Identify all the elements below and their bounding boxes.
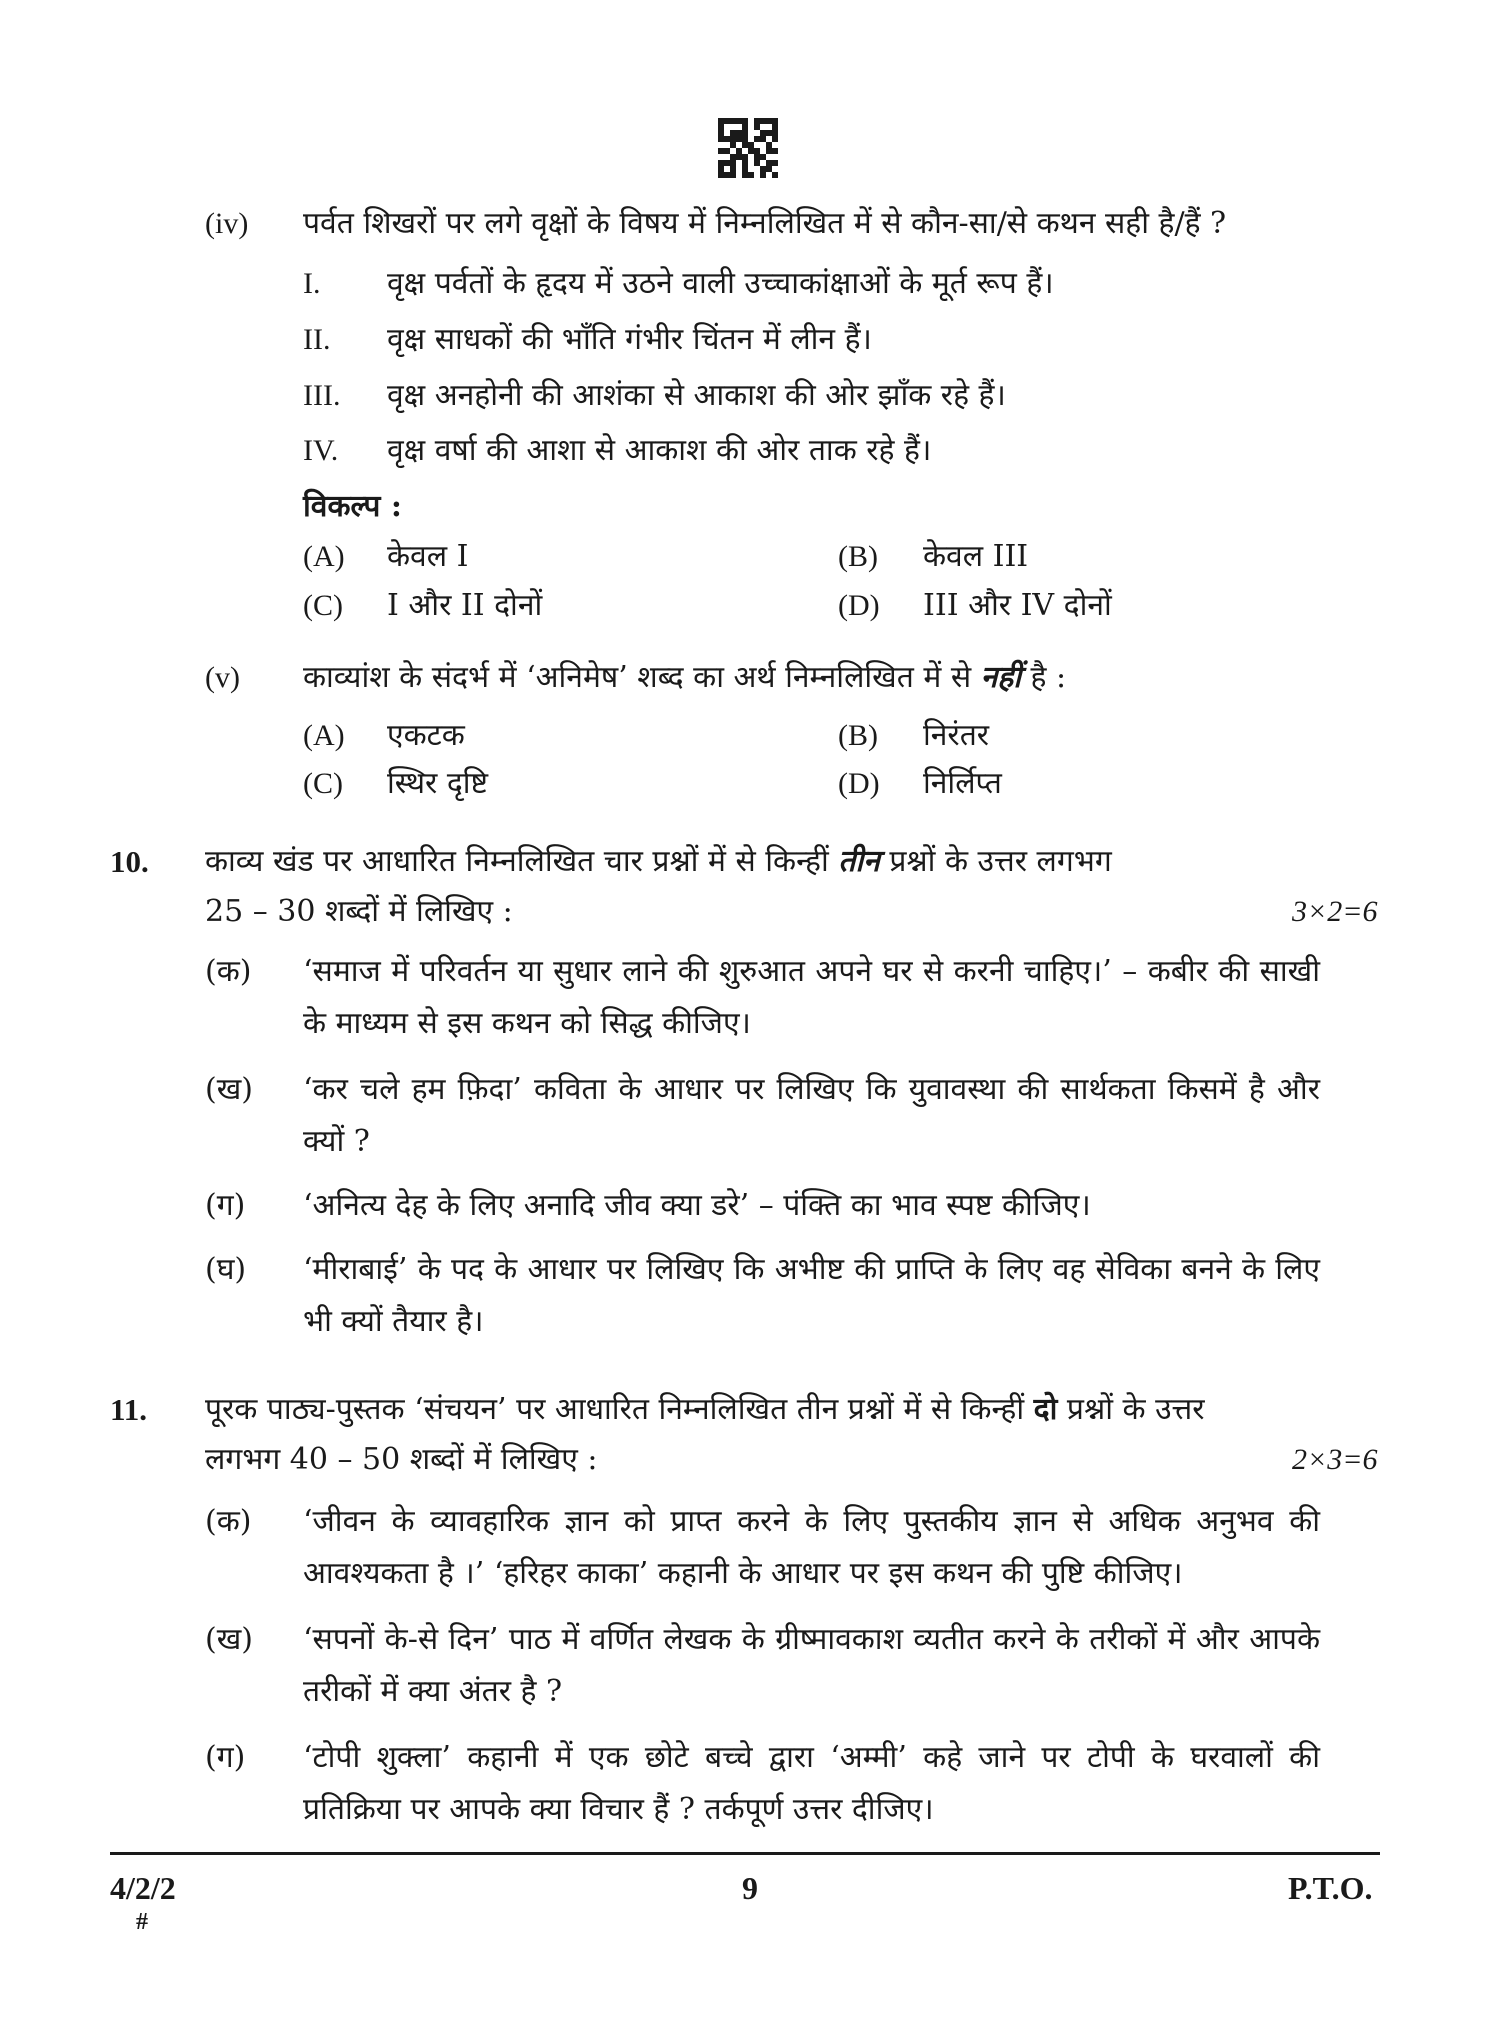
statement-num: IV.: [303, 434, 339, 467]
paper-code: 4/2/2: [110, 1870, 176, 1906]
statement-text: वृक्ष अनहोनी की आशंका से आकाश की ओर झाँक रहे हैं।: [387, 378, 1006, 413]
option-text: I और II दोनों: [387, 588, 543, 623]
statement-num: I.: [303, 267, 321, 300]
option-text: निरंतर: [923, 718, 990, 753]
part-label: (ख): [205, 1622, 253, 1657]
part-text: ‘कर चले हम फ़िदा’ कविता के आधार पर लिखिए कि युवावस्था की सार्थकता किसमें है और क्यों ?: [303, 1072, 1320, 1159]
part-label: (ग): [205, 1740, 246, 1775]
footer-rule: [110, 1852, 1380, 1855]
question-number-11: 11.: [110, 1392, 148, 1427]
option-label: (C): [303, 767, 343, 800]
intro-text: प्रश्नों के उत्तर: [1057, 1392, 1205, 1427]
question-text: काव्यांश के संदर्भ में ‘अनिमेष’ शब्द का अर्थ निम्नलिखित में से: [303, 660, 981, 695]
options-heading: विकल्प :: [303, 489, 402, 524]
question-intro-11-line2: लगभग 40 – 50 शब्दों में लिखिए :: [205, 1442, 598, 1477]
statement-text: वृक्ष वर्षा की आशा से आकाश की ओर ताक रहे हैं।: [387, 433, 932, 468]
pto-label: P.T.O.: [1288, 1870, 1373, 1906]
qr-code: [718, 118, 778, 178]
option-text: एकटक: [387, 718, 465, 753]
part-label: (क): [205, 1504, 252, 1539]
subquestion-label-v: (v): [205, 661, 240, 694]
question-intro-10-line2: 25 – 30 शब्दों में लिखिए :: [205, 894, 513, 929]
question-text: है :: [1021, 660, 1067, 695]
emphasis-word: दो: [1033, 1392, 1058, 1427]
option-label: (C): [303, 589, 343, 622]
statement-num: III.: [303, 379, 341, 412]
part-text: ‘मीराबाई’ के पद के आधार पर लिखिए कि अभीष्ट की प्राप्ति के लिए वह सेविका बनने के लिए भी क्यों तैयार है।: [303, 1252, 1320, 1339]
statement-text: वृक्ष पर्वतों के हृदय में उठने वाली उच्चाकांक्षाओं के मूर्त रूप हैं।: [387, 266, 1054, 301]
subquestion-label-iv: (iv): [205, 207, 249, 240]
intro-text: काव्य खंड पर आधारित निम्नलिखित चार प्रश्नों में से किन्हीं: [205, 844, 839, 879]
statement-text: वृक्ष साधकों की भाँति गंभीर चिंतन में लीन हैं।: [387, 322, 872, 357]
option-text: III और IV दोनों: [923, 588, 1112, 623]
part-text: ‘टोपी शुक्ला’ कहानी में एक छोटे बच्चे द्वारा ‘अम्मी’ कहे जाने पर टोपी के घरवालों की प्रतिक्रिया पर आपके क्या विचार हैं ? तर्कपूर्ण उत्तर दीजिए।: [303, 1740, 1320, 1827]
part-text: ‘अनित्य देह के लिए अनादि जीव क्या डरे’ – पंक्ति का भाव स्पष्ट कीजिए।: [303, 1188, 1091, 1223]
marks-11: 2×3=6: [1292, 1443, 1378, 1476]
emphasis-word: नहीं: [980, 660, 1022, 695]
option-label: (A): [303, 719, 345, 752]
qr-cell: [772, 172, 778, 178]
question-number-10: 10.: [110, 844, 149, 879]
option-label: (B): [838, 719, 878, 752]
intro-text: पूरक पाठ्य-पुस्तक ‘संचयन’ पर आधारित निम्नलिखित तीन प्रश्नों में से किन्हीं: [205, 1392, 1034, 1427]
question-intro-10: [205, 836, 1320, 888]
page-number: 9: [742, 1870, 758, 1906]
option-text: केवल I: [387, 539, 469, 574]
option-label: (B): [838, 540, 878, 573]
part-label: (क): [205, 954, 252, 989]
option-label: (D): [838, 589, 880, 622]
part-text: ‘सपनों के-से दिन’ पाठ में वर्णित लेखक के ग्रीष्मावकाश व्यतीत करने के तरीकों में और आपके तरीकों में क्या अंतर है ?: [303, 1622, 1320, 1709]
statement-num: II.: [303, 323, 331, 356]
paper-hash: #: [136, 1909, 148, 1935]
intro-text: प्रश्नों के उत्तर लगभग: [879, 844, 1112, 879]
subquestion-text-iv: पर्वत शिखरों पर लगे वृक्षों के विषय में निम्नलिखित में से कौन-सा/से कथन सही है/हैं ?: [303, 206, 1227, 241]
question-intro-11: [205, 1384, 1320, 1436]
marks-10: 3×2=6: [1292, 895, 1378, 928]
option-text: निर्लिप्त: [923, 766, 1002, 801]
part-label: (ख): [205, 1072, 253, 1107]
option-text: केवल III: [923, 539, 1029, 574]
part-label: (घ): [205, 1252, 247, 1287]
subquestion-text-v: [303, 658, 1066, 698]
option-label: (D): [838, 767, 880, 800]
part-text: ‘जीवन के व्यावहारिक ज्ञान को प्राप्त करने के लिए पुस्तकीय ज्ञान से अधिक अनुभव की आवश्यकता है ।’ ‘हरिहर काका’ कहानी के आधार पर इस कथन की पुष्टि कीजिए।: [303, 1504, 1320, 1591]
part-label: (ग): [205, 1188, 246, 1223]
option-text: स्थिर दृष्टि: [387, 766, 489, 801]
emphasis-word: तीन: [838, 844, 880, 879]
part-text: ‘समाज में परिवर्तन या सुधार लाने की शुरुआत अपने घर से करनी चाहिए।’ – कबीर की साखी के माध्यम से इस कथन को सिद्ध कीजिए।: [303, 954, 1320, 1041]
option-label: (A): [303, 540, 345, 573]
